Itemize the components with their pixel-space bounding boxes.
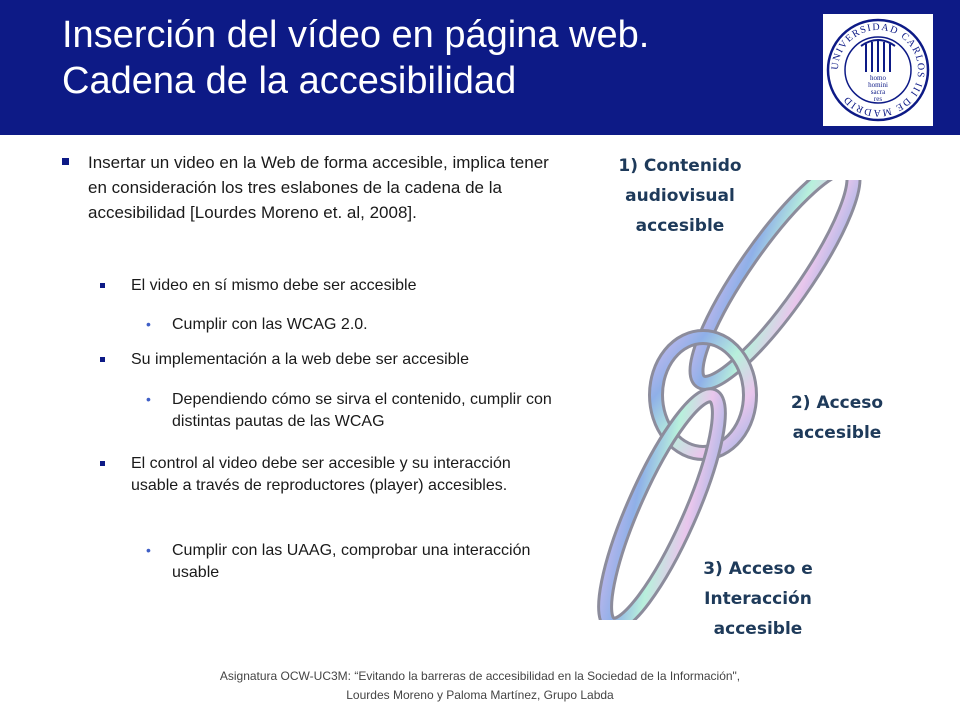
title-bar — [0, 0, 960, 135]
main-bullet — [62, 150, 572, 225]
seal-motto-line-4: res — [873, 95, 883, 103]
sub-bullet-1-text: El video en sí mismo debe ser accesible — [131, 277, 417, 294]
sub-bullet-3-text: El control al video debe ser accesible y su interacción usable a través de reproductores (player) accesibles. — [131, 455, 511, 494]
detail-bullet-1-text: Cumplir con las WCAG 2.0. — [172, 316, 368, 333]
dot-bullet-icon: • — [146, 316, 151, 332]
footer-line-1: Asignatura OCW-UC3M: “Evitando la barreras de accesibilidad en la Sociedad de la Información", — [219, 669, 741, 683]
sub-bullet-2-text: Su implementación a la web debe ser accesible — [131, 351, 469, 368]
slide-title-line-1: Inserción del vídeo en página web. — [62, 14, 650, 56]
university-seal-icon — [823, 14, 933, 126]
seal-ring-text: UNIVERSIDAD CARLOS III DE MADRID — [829, 21, 927, 119]
dot-bullet-icon: • — [146, 542, 151, 558]
chain-label-3 — [680, 554, 836, 644]
chain-label-1-line-1: 1) Contenido — [618, 156, 742, 176]
chain-label-1-line-3: accesible — [635, 216, 725, 236]
sub-bullet-3 — [100, 453, 560, 497]
square-bullet-icon — [62, 158, 69, 165]
chain-label-2 — [770, 388, 904, 448]
slide-title — [62, 12, 802, 104]
slide-title-line-2: Cadena de la accesibilidad — [62, 60, 517, 102]
seal-motto-line-2: homini — [868, 81, 888, 89]
chain-label-3-line-3: accesible — [713, 619, 803, 639]
chain-label-3-line-2: Interacción — [704, 589, 812, 609]
chain-label-1-line-2: audiovisual — [625, 186, 735, 206]
detail-bullet-3 — [146, 540, 566, 584]
detail-bullet-3-text: Cumplir con las UAAG, comprobar una interacción usable — [172, 542, 531, 581]
dot-bullet-icon: • — [146, 391, 151, 407]
footer — [0, 667, 960, 705]
seal-motto-line-1: homo — [870, 74, 886, 82]
university-logo — [823, 14, 933, 126]
chain-label-3-line-1: 3) Acceso e — [703, 559, 813, 579]
chain-label-2-line-2: accesible — [792, 423, 882, 443]
main-bullet-text: Insertar un video en la Web de forma accesible, implica tener en consideración los tres eslabones de la cadena de la accesibilidad [Lourdes Moreno et. al, 2008]. — [88, 153, 549, 222]
square-bullet-icon — [100, 357, 105, 362]
seal-motto-line-3: sacra — [870, 88, 886, 96]
footer-line-2: Lourdes Moreno y Paloma Martínez, Grupo Labda — [346, 688, 614, 702]
detail-bullet-2-text: Dependiendo cómo se sirva el contenido, cumplir con distintas pautas de las WCAG — [172, 391, 552, 430]
square-bullet-icon — [100, 283, 105, 288]
sub-bullet-1 — [100, 275, 560, 297]
chain-label-1 — [592, 151, 768, 241]
detail-bullet-1 — [146, 314, 566, 336]
square-bullet-icon — [100, 461, 105, 466]
sub-bullet-2 — [100, 349, 560, 371]
detail-bullet-2 — [146, 389, 566, 433]
chain-label-2-line-1: 2) Acceso — [790, 393, 884, 413]
